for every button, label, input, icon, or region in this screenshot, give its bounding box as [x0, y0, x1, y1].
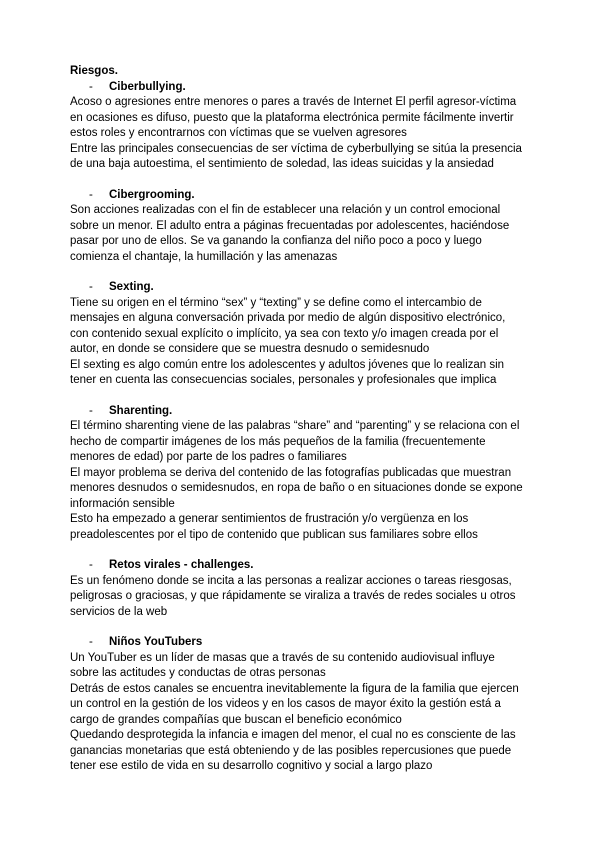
section-heading-line	[70, 280, 524, 296]
section-heading: Cibergrooming.	[109, 188, 195, 201]
section-heading: Sexting.	[109, 281, 154, 293]
section-cibergrooming	[70, 188, 524, 266]
paragraph: Esto ha empezado a generar sentimientos de frustración y/o vergüenza en los preadolescentes por el tipo de contenido que publican sus familiares sobre ellos	[70, 513, 478, 541]
paragraph: Acoso o agresiones entre menores o pares a través de Internet El perfil agresor-víctima en ocasiones es difuso, puesto que la plataforma electrónica permite fácilmente invertir estos roles y encontrarnos con víctimas que se vuelven agresores	[70, 96, 517, 139]
section-heading: Retos virales - challenges.	[109, 559, 254, 571]
section-heading-line	[70, 404, 524, 420]
bullet-dash: -	[89, 404, 93, 417]
bullet-dash: -	[89, 80, 93, 93]
paragraph: Tiene su origen en el término “sex” y “texting” y se define como el intercambio de mensajes en alguna conversación privada por medio de algún dispositivo electrónico, con contenido sexual explícito o implícito, ya sea con texto y/o imagen creada por el autor, en donde se considere que se muestra desnudo o semidesnudo	[70, 296, 506, 355]
paragraph: Quedando desprotegida la infancia e imagen del menor, el cual no es consciente de las ganancias monetarias que está obteniendo y de las posibles repercusiones que puede tener ese estilo de vida en su desarrollo cognitivo y social a largo plazo	[70, 729, 516, 772]
page-title: Riesgos.	[70, 65, 118, 77]
section-heading: Sharenting.	[109, 404, 173, 417]
section-heading: Ciberbullying.	[109, 80, 186, 93]
section-heading: Niños YouTubers	[109, 636, 203, 648]
bullet-dash: -	[89, 636, 93, 648]
section-heading-line	[70, 188, 524, 204]
bullet-dash: -	[89, 281, 93, 293]
paragraph: El mayor problema se deriva del contenido de las fotografías publicadas que muestran menores desnudos o semidesnudos, en ropa de baño o en situaciones donde se expone información sensible	[70, 466, 523, 510]
section-heading-line	[70, 558, 524, 574]
paragraph: Es un fenómeno donde se incita a las personas a realizar acciones o tareas riesgosas, peligrosas o graciosas, y que rápidamente se viraliza a través de redes sociales u otros servicios de la web	[70, 574, 516, 618]
section-ciberbullying	[70, 80, 524, 173]
section-heading-line	[70, 635, 524, 651]
bullet-dash: -	[89, 559, 93, 571]
section-heading-line	[70, 80, 524, 96]
paragraph: Un YouTuber es un líder de masas que a través de su contenido audiovisual influye sobre las actitudes y conductas de otras personas	[70, 651, 495, 679]
bullet-dash: -	[89, 188, 93, 201]
paragraph: El sexting es algo común entre los adolescentes y adultos jóvenes que lo realizan sin tener en cuenta las consecuencias sociales, personales y profesionales que implica	[70, 358, 505, 386]
paragraph: Son acciones realizadas con el fin de establecer una relación y un control emocional sobre un menor. El adulto entra a páginas frecuentadas por adolescentes, haciéndose pasar por uno de ellos. Se va ganando la confianza del niño poco a poco y luego comienza el chantaje, la humillación y las amenazas	[70, 204, 510, 263]
section-sharenting	[70, 404, 524, 544]
section-retos-virales	[70, 558, 524, 620]
paragraph: Detrás de estos canales se encuentra inevitablemente la figura de la familia que ejercen un control en la gestión de los videos y en los casos de mayor éxito la gestión está a cargo de grandes compañías que buscan el beneficio económico	[70, 682, 519, 726]
paragraph: Entre las principales consecuencias de ser víctima de cyberbullying se sitúa la presencia de una baja autoestima, el sentimiento de soledad, las ideas suicidas y la ansiedad	[70, 142, 522, 170]
section-ninos-youtubers	[70, 635, 524, 775]
section-sexting	[70, 280, 524, 389]
paragraph: El término sharenting viene de las palabras “share” and “parenting” y se relaciona con el hecho de compartir imágenes de los más pequeños de la familia (frecuentemente menores de edad) por parte de los padres o familiares	[70, 420, 520, 463]
